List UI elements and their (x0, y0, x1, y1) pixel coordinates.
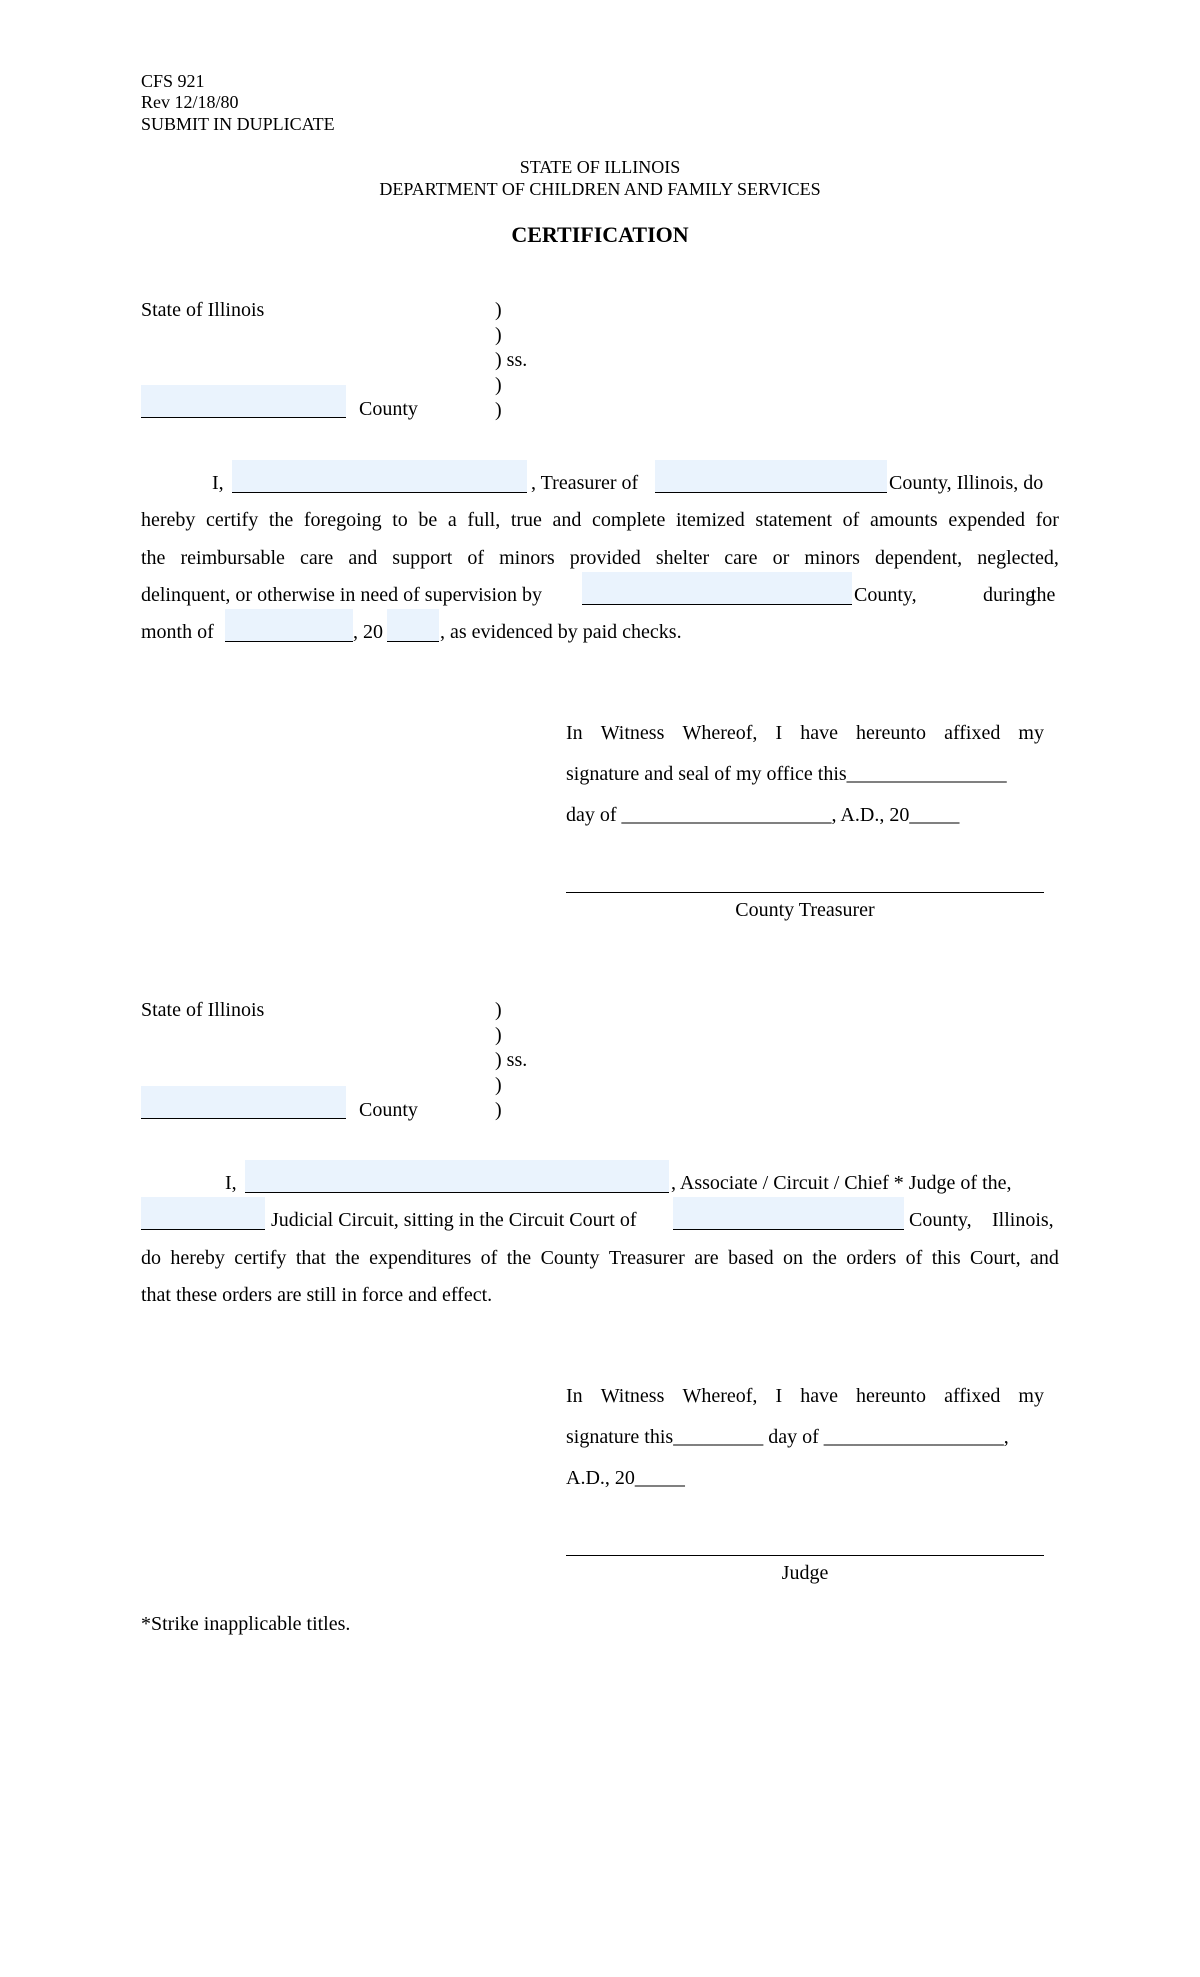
county-illinois-do-text: County, Illinois, do (889, 472, 1044, 494)
word: and (552, 509, 582, 531)
word: hereby (170, 1247, 225, 1269)
word: complete (592, 509, 666, 531)
footnote: *Strike inapplicable titles. (141, 1613, 351, 1635)
word: itemized (675, 509, 745, 531)
word: of (842, 509, 860, 531)
word: the (506, 1247, 532, 1269)
judge-cert-line-3 (141, 1248, 1059, 1268)
treasurer-cert-line-2 (141, 510, 1059, 530)
word: that (295, 1247, 326, 1269)
word: I (775, 1385, 783, 1407)
judge-titles-text: , Associate / Circuit / Chief * Judge of the, (671, 1172, 1012, 1194)
word: reimbursable (180, 547, 285, 569)
word: affixed (944, 1385, 1001, 1407)
word: Witness (600, 1385, 665, 1407)
venue-state-label: State of Illinois (141, 299, 265, 321)
submit-note: SUBMIT IN DUPLICATE (141, 114, 335, 134)
word: care (724, 547, 758, 569)
word: do (141, 1247, 161, 1269)
judicial-circuit-text: Judicial Circuit, sitting in the Circuit Court of (271, 1209, 637, 1231)
supervision-by-text: delinquent, or otherwise in need of supervision by (141, 584, 543, 606)
treasurer-cert-line-3 (141, 548, 1059, 568)
month-of-text: month of (141, 621, 214, 643)
treasurer-witness-line-3: day of _____________________, A.D., 20_____ (566, 804, 960, 826)
word: have (800, 1385, 838, 1407)
treasurer-signature-line[interactable] (566, 892, 1044, 893)
word: orders (846, 1247, 897, 1269)
word: Court, (970, 1247, 1021, 1269)
word: this (931, 1247, 961, 1269)
county-text: County, (854, 584, 917, 606)
treasurer-witness-line-1 (566, 723, 1044, 743)
word: full, (467, 509, 501, 531)
venue-county-label: County (359, 398, 418, 420)
word: my (1018, 1385, 1044, 1407)
page-title: CERTIFICATION (511, 222, 689, 247)
word: care (299, 547, 334, 569)
month-field[interactable] (225, 609, 353, 642)
venue-paren: ) (495, 399, 502, 421)
word: foregoing (303, 509, 382, 531)
county-text: County, (909, 1209, 972, 1231)
word: minors (804, 547, 860, 569)
venue-county-field[interactable] (141, 1086, 346, 1119)
word: affixed (944, 722, 1001, 744)
supervision-county-field[interactable] (582, 572, 852, 605)
word: and (1030, 1247, 1059, 1269)
year-prefix-text: , 20 (353, 621, 383, 643)
word: County (540, 1247, 600, 1269)
word: hereby (141, 509, 196, 531)
word: or (772, 547, 790, 569)
word: to (392, 509, 408, 531)
venue-paren: ) (495, 1074, 502, 1096)
venue-paren: ) (495, 324, 502, 346)
word: provided (569, 547, 641, 569)
word: dependent, (874, 547, 963, 569)
treasurer-county-field[interactable] (655, 460, 887, 493)
judge-witness-line-2: signature this_________ day of __________________, (566, 1426, 1009, 1448)
treasurer-cert-lead: I, (212, 472, 224, 494)
venue-county-field[interactable] (141, 385, 346, 418)
word: support (392, 547, 453, 569)
venue-paren: ) (495, 999, 502, 1021)
word: minors (499, 547, 555, 569)
treasurer-name-field[interactable] (232, 460, 527, 493)
form-number: CFS 921 (141, 71, 205, 91)
word: be (418, 509, 438, 531)
word: have (800, 722, 838, 744)
word: amounts (869, 509, 938, 531)
word: Whereof, (682, 1385, 758, 1407)
judge-cert-lead: I, (225, 1172, 237, 1194)
form-revision: Rev 12/18/80 (141, 92, 239, 112)
word: the (141, 547, 166, 569)
agency-department: DEPARTMENT OF CHILDREN AND FAMILY SERVICES (379, 179, 821, 199)
word: certify (206, 509, 259, 531)
venue-paren: ) (495, 374, 502, 396)
word: Whereof, (682, 722, 758, 744)
county-treasurer-label: County Treasurer (735, 899, 875, 921)
paid-checks-text: , as evidenced by paid checks. (440, 621, 682, 643)
judge-name-field[interactable] (245, 1160, 669, 1193)
during-text: during (983, 584, 1036, 606)
venue-ss: ) ss. (495, 349, 528, 371)
venue-paren: ) (495, 299, 502, 321)
word: true (510, 509, 542, 531)
judge-witness-line-1 (566, 1386, 1044, 1406)
word: In (566, 722, 583, 744)
word: certify (234, 1247, 287, 1269)
word: hereunto (856, 722, 926, 744)
word: based (728, 1247, 774, 1269)
circuit-court-county-field[interactable] (673, 1197, 904, 1230)
word: a (447, 509, 457, 531)
word: of (467, 547, 485, 569)
judge-label: Judge (781, 1562, 829, 1584)
word: In (566, 1385, 583, 1407)
word: of (480, 1247, 498, 1269)
word: shelter (655, 547, 710, 569)
word: neglected, (977, 547, 1059, 569)
word: and (348, 547, 378, 569)
word: the (268, 509, 294, 531)
treasurer-witness-line-2: signature and seal of my office this________________ (566, 763, 1007, 785)
year-field[interactable] (387, 609, 439, 642)
word: are (694, 1247, 719, 1269)
venue-paren: ) (495, 1099, 502, 1121)
judge-witness-line-3: A.D., 20_____ (566, 1467, 685, 1489)
word: the (812, 1247, 837, 1269)
word: the (335, 1247, 360, 1269)
word: expended (948, 509, 1025, 531)
venue-state-label: State of Illinois (141, 999, 265, 1021)
word: on (783, 1247, 804, 1269)
judicial-circuit-field[interactable] (141, 1197, 265, 1230)
word: expenditures (369, 1247, 472, 1269)
word: my (1018, 722, 1044, 744)
word: Witness (600, 722, 665, 744)
word: I (775, 722, 783, 744)
word: Treasurer (608, 1247, 685, 1269)
word: statement (755, 509, 833, 531)
venue-county-label: County (359, 1099, 418, 1121)
illinois-text: Illinois, (992, 1209, 1054, 1231)
agency-state: STATE OF ILLINOIS (519, 157, 681, 177)
venue-paren: ) (495, 1024, 502, 1046)
venue-ss: ) ss. (495, 1049, 528, 1071)
word: hereunto (856, 1385, 926, 1407)
word: of (905, 1247, 923, 1269)
the-text: the (1031, 584, 1056, 606)
judge-cert-line-4: that these orders are still in force and effect. (141, 1284, 493, 1306)
word: for (1035, 509, 1059, 531)
judge-signature-line[interactable] (566, 1555, 1044, 1556)
treasurer-of-text: , Treasurer of (531, 472, 639, 494)
